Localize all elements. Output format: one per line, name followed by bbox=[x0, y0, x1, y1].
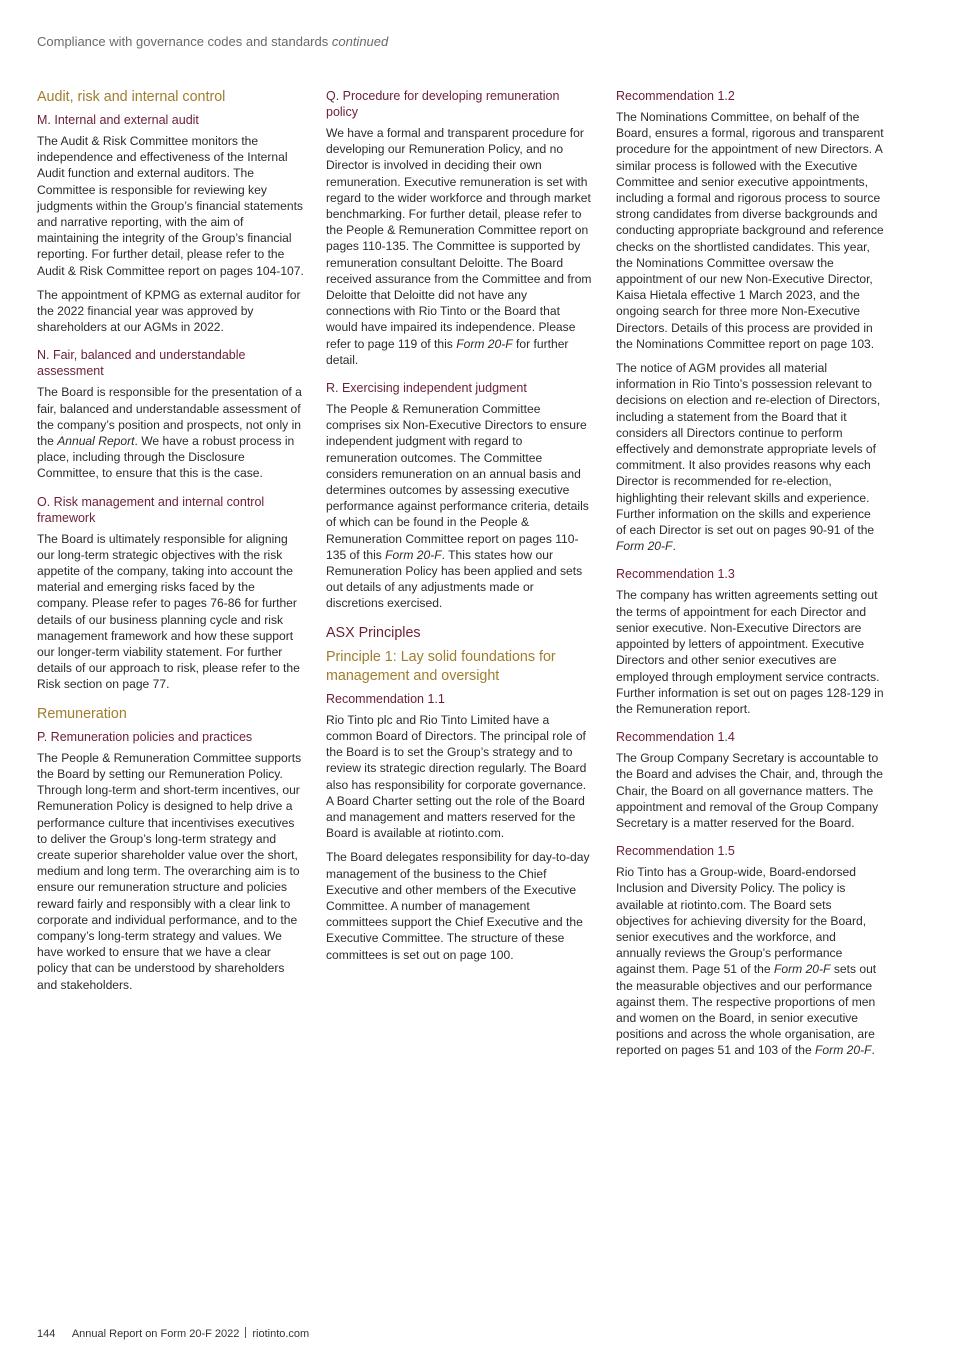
paragraph-m-1: The Audit & Risk Committee monitors the independence and effectiveness of the Internal Audit function and external auditors. The Committee is responsible for reviewing key judgments within the Group’s financial statements and narrative reporting, with the aim of maintaining the integrity of the Group’s financial reporting. For further detail, please refer to the Audit & Risk Committee report on pages 104-107. bbox=[37, 134, 304, 278]
section-heading-remuneration: Remuneration bbox=[37, 705, 127, 722]
paragraph-rec11-2: The Board delegates responsibility for day-to-day management of the business to the Chief Executive and other members of the Executive Committee. A number of management committees support the Chief Executive and the Executive Committee. The structure of these committees is set out on page 100. bbox=[326, 850, 590, 962]
paragraph-rec11-1: Rio Tinto plc and Rio Tinto Limited have a common Board of Directors. The principal role of the Board is to set the Group’s strategy and to review its strategic direction regularly. The Board also has responsibility for corporate governance. A Board Charter setting out the role of the Board and management and matters reserved for the Board is available at riotinto.com. bbox=[326, 712, 587, 841]
heading-principle-1: Principle 1: Lay solid foundations for management and oversight bbox=[326, 648, 556, 684]
paragraph-rec12-1: The Nominations Committee, on behalf of the Board, ensures a formal, rigorous and transparent procedure for the appointment of new Directors. A similar process is followed with the Executive Committee and senior executive appointments, including a formal and rigorous process to source strong candidates from diverse backgrounds and conducting appropriate background and reference checks on the shortlisted candidates. This year, the Nominations Committee oversaw the appointment of our new Non-Executive Director, Kaisa Hietala effective 1 March 2023, and the ongoing search for three more Non-Executive Directors. Details of this process are provided in the Nominations Committee report on page 103. bbox=[616, 110, 884, 351]
column-middle bbox=[326, 88, 594, 971]
paragraph-p-1: The People & Remuneration Committee supports the Board by setting our Remuneration Policy. Through long-term and short-term incentives, our Remuneration Policy is designed to help drive a performance culture that incentivises executives to deliver the Group’s long-term strategy and create superior shareholder value over the short, medium and long term. The overarching aim is to ensure our remuneration structure and policies reward fairly and responsibly with a clear link to corporate and individual performance, and to the company’s long-term strategy and values. We have worked to ensure that we have a clear policy that can be understood by shareholders and stakeholders. bbox=[37, 750, 302, 992]
heading-o-risk-management: O. Risk management and internal control framework bbox=[37, 494, 265, 525]
column-left bbox=[37, 88, 305, 1001]
heading-recommendation-1-2: Recommendation 1.2 bbox=[616, 89, 735, 103]
page-header bbox=[37, 34, 388, 49]
heading-recommendation-1-3: Recommendation 1.3 bbox=[616, 567, 735, 582]
paragraph-q-1: We have a formal and transparent procedure for developing our Remuneration Policy, and no Director is involved in deciding their own remuneration. Executive remuneration is set with regard to the wider workforce and through market benchmarking. For further detail, please refer to the People & Remuneration Committee report on pages 110-135. The Committee is supported by remuneration consultant Deloitte. The Board received assurance from the Committee and from Deloitte that Deloitte did not have any connections with Rio Tinto or the Board that would have impaired its independence. Please refer to page 119 of this Form 20-F for further detail. bbox=[326, 126, 592, 367]
paragraph-n-1: The Board is responsible for the presentation of a fair, balanced and understandable assessment of the company’s position and prospects, not only in the Annual Report. We have a robust process in place, including through the Disclosure Committee, to ensure that this is the case. bbox=[37, 385, 302, 481]
footer-divider bbox=[245, 1327, 246, 1338]
heading-recommendation-1-4: Recommendation 1.4 bbox=[616, 730, 735, 745]
heading-recommendation-1-1: Recommendation 1.1 bbox=[326, 691, 445, 706]
paragraph-rec14-1: The Group Company Secretary is accountable to the Board and advises the Chair, and, through the Chair, the Board on all governance matters. The appointment and removal of the Group Company Secretary is a matter reserved for the Board. bbox=[616, 751, 883, 830]
page-footer bbox=[37, 1327, 309, 1340]
footer-title: Annual Report on Form 20-F 2022 bbox=[71, 1328, 240, 1340]
heading-q-procedure: Q. Procedure for developing remuneration policy bbox=[326, 89, 560, 119]
heading-m-internal-external-audit: M. Internal and external audit bbox=[37, 113, 199, 127]
header-title: Compliance with governance codes and standards bbox=[37, 34, 329, 49]
footer-site-link[interactable]: riotinto.com bbox=[252, 1328, 310, 1340]
column-right bbox=[616, 88, 884, 1067]
section-heading-audit: Audit, risk and internal control bbox=[37, 89, 226, 105]
paragraph-o-1: The Board is ultimately responsible for aligning our long-term strategic objectives with the risk appetite of the company, taking into account the material and emerging risks faced by the company. Please refer to pages 76-86 for further details of our business planning cycle and risk management framework and how these support our longer-term viability statement. For further details of our approach to risk, please refer to the Risk section on page 77. bbox=[37, 531, 300, 692]
paragraph-rec13-1: The company has written agreements setting out the terms of appointment for each Director and senior executive. Non-Executive Directors are appointed by letters of appointment. Executive Directors and other senior executives are employed through employment service contracts. Further information is set out on pages 128-129 in the Remuneration report. bbox=[616, 588, 884, 716]
paragraph-rec12-2: The notice of AGM provides all material information in Rio Tinto’s possession relevant to decisions on election and re-election of Directors, including a statement from the Board that it considers all Directors continue to perform effectively and demonstrate appropriate levels of commitment. It also provides reasons why each Director is recommended for re-election, highlighting their relevant skills and experience. Further information on the skills and experience of each Director is set out on pages 90-91 of the Form 20-F. bbox=[616, 361, 881, 554]
heading-p-remuneration-policies: P. Remuneration policies and practices bbox=[37, 729, 253, 744]
paragraph-r-1: The People & Remuneration Committee comprises six Non-Executive Directors to ensure independent judgment with regard to remuneration outcomes. The Committee considers remuneration on an annual basis and determines outcomes by assessing executive performance against performance criteria, details of which can be found in the People & Remuneration Committee report on pages 110-135 of this Form 20-F. This states how our Remuneration Policy has been applied and sets out details of any adjustments made or discretions exercised. bbox=[326, 402, 589, 611]
heading-r-independent-judgment: R. Exercising independent judgment bbox=[326, 381, 527, 396]
heading-n-fair-balanced: N. Fair, balanced and understandable assessment bbox=[37, 348, 246, 379]
page-number: 144 bbox=[37, 1328, 56, 1340]
heading-recommendation-1-5: Recommendation 1.5 bbox=[616, 844, 735, 859]
header-suffix: continued bbox=[331, 34, 389, 49]
section-heading-asx-principles: ASX Principles bbox=[326, 624, 421, 641]
paragraph-m-2: The appointment of KPMG as external auditor for the 2022 financial year was approved by shareholders at our AGMs in 2022. bbox=[37, 287, 301, 335]
paragraph-rec15-1: Rio Tinto has a Group-wide, Board-endorsed Inclusion and Diversity Policy. The policy is available at riotinto.com. The Board sets objectives for achieving diversity for the Board, senior executives and the workforce, and annually reviews the Group’s performance against them. Page 51 of the Form 20-F sets out the measurable objectives and our performance against them. The respective proportions of men and women on the Board, in senior executive positions and across the whole organisation, are reported on pages 51 and 103 of the Form 20-F. bbox=[616, 865, 877, 1058]
